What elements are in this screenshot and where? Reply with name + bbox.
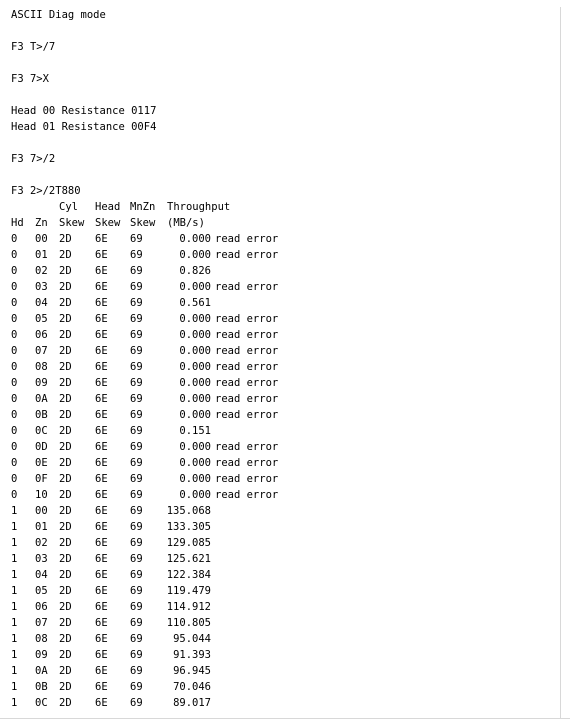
cell-hd: 0 bbox=[11, 441, 18, 453]
cell-head-skew: 6E bbox=[95, 665, 108, 677]
cell-status: read error bbox=[215, 441, 279, 453]
cell-hd: 0 bbox=[11, 249, 18, 261]
cell-zn: 09 bbox=[35, 377, 48, 389]
cell-mnzn-skew: 69 bbox=[130, 457, 143, 469]
cell-mnzn-skew: 69 bbox=[130, 537, 143, 549]
cell-zn: 02 bbox=[35, 265, 48, 277]
blank-line bbox=[11, 87, 561, 103]
cell-zn: 06 bbox=[35, 329, 48, 341]
cell-throughput: 0.000 bbox=[179, 361, 211, 373]
cell-hd: 0 bbox=[11, 233, 18, 245]
cell-zn: 09 bbox=[35, 649, 48, 661]
cell-zn: 00 bbox=[35, 505, 48, 517]
cell-throughput: 91.393 bbox=[173, 649, 211, 661]
cell-status: read error bbox=[215, 329, 279, 341]
cell-cyl-skew: 2D bbox=[59, 553, 72, 565]
cell-cyl-skew: 2D bbox=[59, 409, 72, 421]
cell-hd: 1 bbox=[11, 697, 18, 709]
cell-head-skew: 6E bbox=[95, 473, 108, 485]
cell-mnzn-skew: 69 bbox=[130, 393, 143, 405]
cell-mnzn-skew: 69 bbox=[130, 489, 143, 501]
cell-cyl-skew: 2D bbox=[59, 281, 72, 293]
cell-cyl-skew: 2D bbox=[59, 441, 72, 453]
header-mnzn: MnZn bbox=[130, 201, 156, 213]
cell-zn: 07 bbox=[35, 617, 48, 629]
cell-status: read error bbox=[215, 489, 279, 501]
cell-throughput: 0.000 bbox=[179, 489, 211, 501]
cell-throughput: 119.479 bbox=[166, 585, 211, 597]
cell-status: read error bbox=[215, 233, 279, 245]
cell-mnzn-skew: 69 bbox=[130, 361, 143, 373]
cell-zn: 07 bbox=[35, 345, 48, 357]
cell-throughput: 129.085 bbox=[166, 537, 211, 549]
cell-throughput: 0.000 bbox=[179, 457, 211, 469]
cell-hd: 0 bbox=[11, 345, 18, 357]
table-row bbox=[11, 327, 561, 343]
cell-cyl-skew: 2D bbox=[59, 633, 72, 645]
cell-head-skew: 6E bbox=[95, 377, 108, 389]
cell-cyl-skew: 2D bbox=[59, 361, 72, 373]
cell-cyl-skew: 2D bbox=[59, 425, 72, 437]
cell-throughput: 133.305 bbox=[166, 521, 211, 533]
cell-mnzn-skew: 69 bbox=[130, 425, 143, 437]
cell-throughput: 110.805 bbox=[166, 617, 211, 629]
cell-hd: 0 bbox=[11, 265, 18, 277]
cell-mnzn-skew: 69 bbox=[130, 249, 143, 261]
cell-cyl-skew: 2D bbox=[59, 521, 72, 533]
cell-zn: 08 bbox=[35, 633, 48, 645]
cell-throughput: 0.000 bbox=[179, 249, 211, 261]
table-row bbox=[11, 439, 561, 455]
cell-cyl-skew: 2D bbox=[59, 617, 72, 629]
head-resistance-line: Head 00 Resistance 0117 bbox=[11, 105, 157, 117]
cell-mnzn-skew: 69 bbox=[130, 297, 143, 309]
cell-mnzn-skew: 69 bbox=[130, 473, 143, 485]
cell-head-skew: 6E bbox=[95, 361, 108, 373]
cell-mnzn-skew: 69 bbox=[130, 553, 143, 565]
cell-hd: 0 bbox=[11, 457, 18, 469]
cell-hd: 1 bbox=[11, 617, 18, 629]
cell-head-skew: 6E bbox=[95, 505, 108, 517]
cell-cyl-skew: 2D bbox=[59, 297, 72, 309]
cell-hd: 0 bbox=[11, 361, 18, 373]
cell-cyl-skew: 2D bbox=[59, 665, 72, 677]
cell-status: read error bbox=[215, 473, 279, 485]
table-row bbox=[11, 311, 561, 327]
header-cyl: Cyl bbox=[59, 201, 78, 213]
cell-head-skew: 6E bbox=[95, 569, 108, 581]
cell-mnzn-skew: 69 bbox=[130, 617, 143, 629]
table-row bbox=[11, 247, 561, 263]
cell-status: read error bbox=[215, 393, 279, 405]
cell-mnzn-skew: 69 bbox=[130, 265, 143, 277]
cell-throughput: 0.151 bbox=[179, 425, 211, 437]
cell-zn: 06 bbox=[35, 601, 48, 613]
cell-mnzn-skew: 69 bbox=[130, 233, 143, 245]
cell-zn: 04 bbox=[35, 569, 48, 581]
cell-hd: 0 bbox=[11, 281, 18, 293]
table-row bbox=[11, 471, 561, 487]
cell-zn: 0A bbox=[35, 665, 48, 677]
cell-mnzn-skew: 69 bbox=[130, 377, 143, 389]
cell-mnzn-skew: 69 bbox=[130, 633, 143, 645]
cell-mnzn-skew: 69 bbox=[130, 313, 143, 325]
cell-zn: 0E bbox=[35, 457, 48, 469]
cell-cyl-skew: 2D bbox=[59, 313, 72, 325]
cell-mnzn-skew: 69 bbox=[130, 505, 143, 517]
cell-throughput: 89.017 bbox=[173, 697, 211, 709]
cell-mnzn-skew: 69 bbox=[130, 409, 143, 421]
table-row bbox=[11, 343, 561, 359]
cell-cyl-skew: 2D bbox=[59, 489, 72, 501]
cell-hd: 1 bbox=[11, 585, 18, 597]
cell-zn: 01 bbox=[35, 521, 48, 533]
cell-status: read error bbox=[215, 281, 279, 293]
blank-line bbox=[11, 23, 561, 39]
cell-head-skew: 6E bbox=[95, 409, 108, 421]
cell-hd: 0 bbox=[11, 393, 18, 405]
cell-hd: 0 bbox=[11, 313, 18, 325]
cell-cyl-skew: 2D bbox=[59, 345, 72, 357]
mode-line: ASCII Diag mode bbox=[11, 9, 106, 21]
cell-throughput: 0.000 bbox=[179, 313, 211, 325]
cell-throughput: 95.044 bbox=[173, 633, 211, 645]
window-edge bbox=[560, 7, 561, 719]
cell-status: read error bbox=[215, 249, 279, 261]
cell-cyl-skew: 2D bbox=[59, 585, 72, 597]
cell-head-skew: 6E bbox=[95, 681, 108, 693]
cell-cyl-skew: 2D bbox=[59, 457, 72, 469]
cell-cyl-skew: 2D bbox=[59, 569, 72, 581]
cell-zn: 0D bbox=[35, 441, 48, 453]
cell-zn: 0F bbox=[35, 473, 48, 485]
cell-hd: 1 bbox=[11, 553, 18, 565]
cell-mnzn-skew: 69 bbox=[130, 521, 143, 533]
cell-hd: 1 bbox=[11, 521, 18, 533]
header-head-skew: Skew bbox=[95, 217, 121, 229]
cell-status: read error bbox=[215, 345, 279, 357]
table-body bbox=[11, 231, 561, 711]
table-row bbox=[11, 455, 561, 471]
header-throughput: Throughput bbox=[167, 201, 231, 213]
cell-zn: 0A bbox=[35, 393, 48, 405]
cell-head-skew: 6E bbox=[95, 249, 108, 261]
cell-hd: 1 bbox=[11, 633, 18, 645]
cell-zn: 00 bbox=[35, 233, 48, 245]
header-cyl-skew: Skew bbox=[59, 217, 85, 229]
cell-hd: 1 bbox=[11, 665, 18, 677]
table-row bbox=[11, 375, 561, 391]
header-hd: Hd bbox=[11, 217, 24, 229]
cell-throughput: 0.000 bbox=[179, 233, 211, 245]
cell-status: read error bbox=[215, 377, 279, 389]
table-row bbox=[11, 423, 561, 439]
cell-throughput: 0.000 bbox=[179, 409, 211, 421]
cell-zn: 03 bbox=[35, 281, 48, 293]
cell-head-skew: 6E bbox=[95, 697, 108, 709]
cell-hd: 1 bbox=[11, 681, 18, 693]
cell-zn: 04 bbox=[35, 297, 48, 309]
header-zn: Zn bbox=[35, 217, 48, 229]
cell-cyl-skew: 2D bbox=[59, 681, 72, 693]
table-row bbox=[11, 679, 561, 695]
cell-throughput: 0.000 bbox=[179, 377, 211, 389]
table-row bbox=[11, 503, 561, 519]
cell-head-skew: 6E bbox=[95, 617, 108, 629]
cell-throughput: 114.912 bbox=[166, 601, 211, 613]
table-row bbox=[11, 359, 561, 375]
table-header-top bbox=[11, 199, 561, 215]
cell-throughput: 0.000 bbox=[179, 393, 211, 405]
table-row bbox=[11, 407, 561, 423]
command-line: F3 2>/2T880 bbox=[11, 185, 81, 197]
cell-status: read error bbox=[215, 313, 279, 325]
cell-mnzn-skew: 69 bbox=[130, 569, 143, 581]
cell-status: read error bbox=[215, 361, 279, 373]
cell-head-skew: 6E bbox=[95, 297, 108, 309]
cell-head-skew: 6E bbox=[95, 521, 108, 533]
cell-cyl-skew: 2D bbox=[59, 233, 72, 245]
cell-hd: 0 bbox=[11, 425, 18, 437]
cell-zn: 0B bbox=[35, 681, 48, 693]
table-row bbox=[11, 663, 561, 679]
cell-mnzn-skew: 69 bbox=[130, 441, 143, 453]
cell-head-skew: 6E bbox=[95, 313, 108, 325]
cell-hd: 0 bbox=[11, 297, 18, 309]
cell-mnzn-skew: 69 bbox=[130, 345, 143, 357]
cell-head-skew: 6E bbox=[95, 489, 108, 501]
cell-hd: 0 bbox=[11, 409, 18, 421]
table-row bbox=[11, 631, 561, 647]
table-row bbox=[11, 519, 561, 535]
table-row bbox=[11, 535, 561, 551]
table-row bbox=[11, 295, 561, 311]
header-mnzn-skew: Skew bbox=[130, 217, 156, 229]
cell-head-skew: 6E bbox=[95, 457, 108, 469]
cell-cyl-skew: 2D bbox=[59, 537, 72, 549]
cell-hd: 0 bbox=[11, 329, 18, 341]
cell-hd: 1 bbox=[11, 569, 18, 581]
cell-cyl-skew: 2D bbox=[59, 329, 72, 341]
cell-zn: 05 bbox=[35, 313, 48, 325]
cell-status: read error bbox=[215, 457, 279, 469]
cell-cyl-skew: 2D bbox=[59, 393, 72, 405]
cell-mnzn-skew: 69 bbox=[130, 649, 143, 661]
table-row bbox=[11, 487, 561, 503]
cell-mnzn-skew: 69 bbox=[130, 585, 143, 597]
cell-throughput: 0.826 bbox=[179, 265, 211, 277]
cell-mnzn-skew: 69 bbox=[130, 665, 143, 677]
cell-mnzn-skew: 69 bbox=[130, 681, 143, 693]
table-row bbox=[11, 599, 561, 615]
cell-head-skew: 6E bbox=[95, 233, 108, 245]
table-row bbox=[11, 647, 561, 663]
header-throughput-unit: (MB/s) bbox=[167, 217, 205, 229]
cell-head-skew: 6E bbox=[95, 585, 108, 597]
table-row bbox=[11, 567, 561, 583]
cell-status: read error bbox=[215, 409, 279, 421]
cell-cyl-skew: 2D bbox=[59, 473, 72, 485]
cell-zn: 10 bbox=[35, 489, 48, 501]
cell-throughput: 70.046 bbox=[173, 681, 211, 693]
cell-cyl-skew: 2D bbox=[59, 649, 72, 661]
table-row bbox=[11, 583, 561, 599]
table-row bbox=[11, 279, 561, 295]
cell-throughput: 0.000 bbox=[179, 441, 211, 453]
table-row bbox=[11, 551, 561, 567]
table-row bbox=[11, 615, 561, 631]
cell-cyl-skew: 2D bbox=[59, 505, 72, 517]
cell-head-skew: 6E bbox=[95, 281, 108, 293]
table-row bbox=[11, 391, 561, 407]
table-header-bottom bbox=[11, 215, 561, 231]
table-row bbox=[11, 695, 561, 711]
head-resistance-line: Head 01 Resistance 00F4 bbox=[11, 121, 157, 133]
command-line: F3 7>X bbox=[11, 73, 49, 85]
cell-throughput: 122.384 bbox=[166, 569, 211, 581]
cell-mnzn-skew: 69 bbox=[130, 697, 143, 709]
cell-throughput: 125.621 bbox=[166, 553, 211, 565]
cell-zn: 03 bbox=[35, 553, 48, 565]
command-line: F3 7>/2 bbox=[11, 153, 56, 165]
cell-head-skew: 6E bbox=[95, 633, 108, 645]
cell-zn: 08 bbox=[35, 361, 48, 373]
cell-throughput: 0.000 bbox=[179, 345, 211, 357]
terminal-output[interactable] bbox=[11, 7, 561, 719]
cell-mnzn-skew: 69 bbox=[130, 601, 143, 613]
cell-head-skew: 6E bbox=[95, 537, 108, 549]
cell-mnzn-skew: 69 bbox=[130, 281, 143, 293]
cell-cyl-skew: 2D bbox=[59, 265, 72, 277]
cell-head-skew: 6E bbox=[95, 265, 108, 277]
cell-hd: 1 bbox=[11, 505, 18, 517]
cell-hd: 1 bbox=[11, 649, 18, 661]
cell-head-skew: 6E bbox=[95, 441, 108, 453]
cell-hd: 0 bbox=[11, 377, 18, 389]
table-row bbox=[11, 231, 561, 247]
cell-cyl-skew: 2D bbox=[59, 377, 72, 389]
cell-zn: 0C bbox=[35, 425, 48, 437]
cell-zn: 0B bbox=[35, 409, 48, 421]
cell-cyl-skew: 2D bbox=[59, 601, 72, 613]
cell-head-skew: 6E bbox=[95, 649, 108, 661]
cell-throughput: 0.000 bbox=[179, 281, 211, 293]
blank-line bbox=[11, 55, 561, 71]
cell-throughput: 0.000 bbox=[179, 329, 211, 341]
blank-line bbox=[11, 135, 561, 151]
cell-zn: 05 bbox=[35, 585, 48, 597]
cell-hd: 0 bbox=[11, 489, 18, 501]
cell-zn: 0C bbox=[35, 697, 48, 709]
cell-throughput: 96.945 bbox=[173, 665, 211, 677]
command-line: F3 T>/7 bbox=[11, 41, 56, 53]
cell-hd: 1 bbox=[11, 601, 18, 613]
table-row bbox=[11, 263, 561, 279]
cell-mnzn-skew: 69 bbox=[130, 329, 143, 341]
cell-head-skew: 6E bbox=[95, 553, 108, 565]
cell-head-skew: 6E bbox=[95, 425, 108, 437]
cell-throughput: 135.068 bbox=[166, 505, 211, 517]
cell-head-skew: 6E bbox=[95, 601, 108, 613]
cell-zn: 02 bbox=[35, 537, 48, 549]
cell-head-skew: 6E bbox=[95, 345, 108, 357]
header-head: Head bbox=[95, 201, 121, 213]
cell-throughput: 0.000 bbox=[179, 473, 211, 485]
cell-head-skew: 6E bbox=[95, 393, 108, 405]
cell-zn: 01 bbox=[35, 249, 48, 261]
cell-throughput: 0.561 bbox=[179, 297, 211, 309]
cell-hd: 0 bbox=[11, 473, 18, 485]
cell-cyl-skew: 2D bbox=[59, 697, 72, 709]
cell-cyl-skew: 2D bbox=[59, 249, 72, 261]
cell-head-skew: 6E bbox=[95, 329, 108, 341]
blank-line bbox=[11, 167, 561, 183]
cell-hd: 1 bbox=[11, 537, 18, 549]
